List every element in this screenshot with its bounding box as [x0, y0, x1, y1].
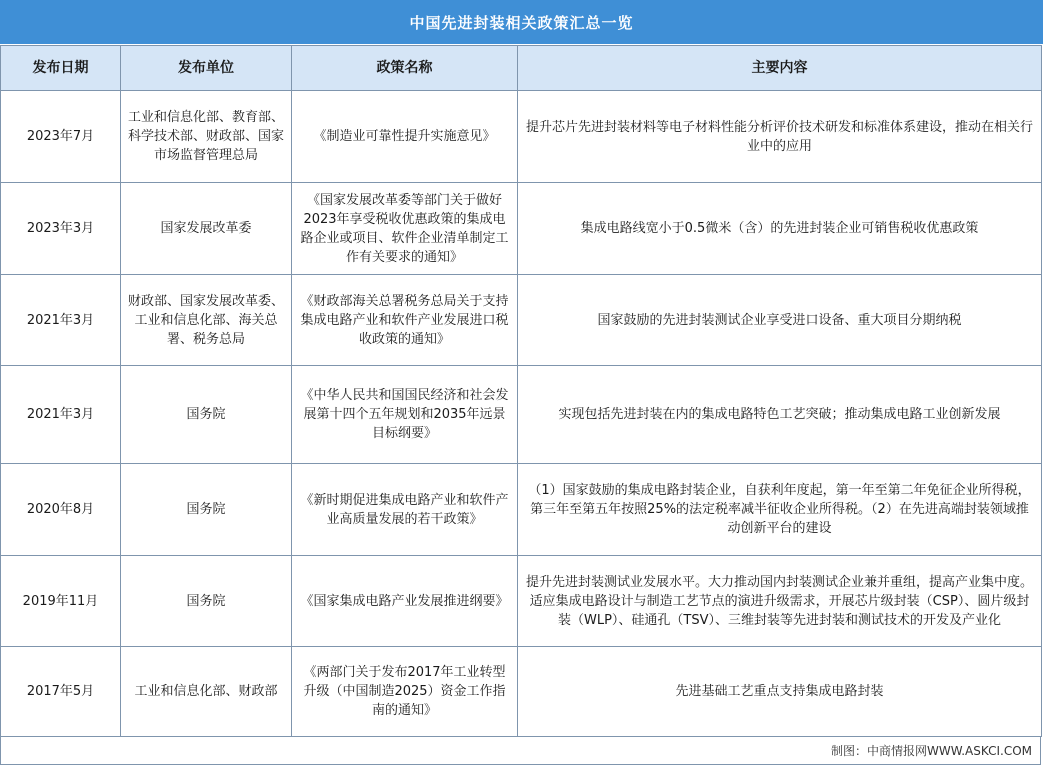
table-row: [1, 91, 1042, 183]
cell-policy: 《新时期促进集成电路产业和软件产业高质量发展的若干政策》: [292, 464, 518, 556]
cell-policy: 《两部门关于发布2017年工业转型升级（中国制造2025）资金工作指南的通知》: [292, 647, 518, 737]
cell-policy: 《国家发展改革委等部门关于做好2023年享受税收优惠政策的集成电路企业或项目、软件企业清单制定工作有关要求的通知》: [292, 183, 518, 275]
cell-unit: 工业和信息化部、教育部、科学技术部、财政部、国家市场监督管理总局: [121, 91, 292, 183]
cell-unit: 国务院: [121, 464, 292, 556]
table-row: [1, 556, 1042, 647]
cell-date: 2021年3月: [1, 366, 121, 464]
cell-date: 2023年3月: [1, 183, 121, 275]
cell-unit: 财政部、国家发展改革委、工业和信息化部、海关总署、税务总局: [121, 275, 292, 366]
cell-content: 提升芯片先进封装材料等电子材料性能分析评价技术研发和标准体系建设，推动在相关行业中的应用: [518, 91, 1042, 183]
table-row: [1, 464, 1042, 556]
cell-policy: 《制造业可靠性提升实施意见》: [292, 91, 518, 183]
cell-content: 提升先进封装测试业发展水平。大力推动国内封装测试企业兼并重组，提高产业集中度。适应集成电路设计与制造工艺节点的演进升级需求，开展芯片级封装（CSP）、圆片级封装（WLP）、硅通孔（TSV）、三维封装等先进封装和测试技术的开发及产业化: [518, 556, 1042, 647]
cell-unit: 国务院: [121, 366, 292, 464]
cell-unit: 国家发展改革委: [121, 183, 292, 275]
table-row: [1, 366, 1042, 464]
cell-date: 2023年7月: [1, 91, 121, 183]
cell-date: 2017年5月: [1, 647, 121, 737]
cell-date: 2021年3月: [1, 275, 121, 366]
cell-policy: 《中华人民共和国国民经济和社会发展第十四个五年规划和2035年远景目标纲要》: [292, 366, 518, 464]
cell-content: 国家鼓励的先进封装测试企业享受进口设备、重大项目分期纳税: [518, 275, 1042, 366]
page-title: 中国先进封装相关政策汇总一览: [0, 0, 1043, 44]
header-content: 主要内容: [518, 46, 1042, 91]
cell-unit: 国务院: [121, 556, 292, 647]
cell-content: 先进基础工艺重点支持集成电路封装: [518, 647, 1042, 737]
header-policy: 政策名称: [292, 46, 518, 91]
header-date: 发布日期: [1, 46, 121, 91]
cell-content: 集成电路线宽小于0.5微米（含）的先进封装企业可销售税收优惠政策: [518, 183, 1042, 275]
table-header-row: [1, 46, 1042, 91]
table-row: [1, 183, 1042, 275]
policy-table: [0, 45, 1042, 737]
cell-date: 2020年8月: [1, 464, 121, 556]
table-row: [1, 647, 1042, 737]
cell-date: 2019年11月: [1, 556, 121, 647]
cell-policy: 《国家集成电路产业发展推进纲要》: [292, 556, 518, 647]
table-row: [1, 275, 1042, 366]
cell-policy: 《财政部海关总署税务总局关于支持集成电路产业和软件产业发展进口税收政策的通知》: [292, 275, 518, 366]
cell-unit: 工业和信息化部、财政部: [121, 647, 292, 737]
header-unit: 发布单位: [121, 46, 292, 91]
cell-content: 实现包括先进封装在内的集成电路特色工艺突破；推动集成电路工业创新发展: [518, 366, 1042, 464]
cell-content: （1）国家鼓励的集成电路封装企业，自获利年度起，第一年至第二年免征企业所得税，第三年至第五年按照25%的法定税率减半征收企业所得税。（2）在先进高端封装领域推动创新平台的建设: [518, 464, 1042, 556]
footer: [0, 736, 1041, 765]
source-credit: 制图：中商情报网WWW.ASKCI.COM: [831, 744, 1032, 758]
